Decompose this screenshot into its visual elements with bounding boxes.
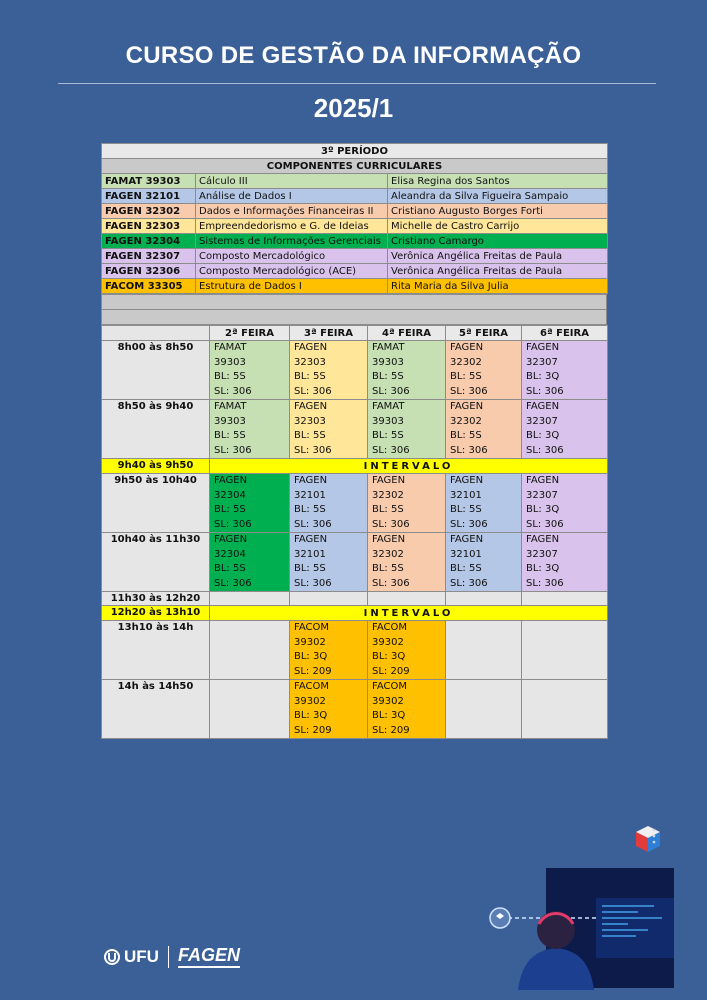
class-cell — [290, 621, 368, 680]
class-cell — [446, 474, 522, 533]
cube-icon — [636, 826, 660, 852]
class-cell — [290, 400, 368, 459]
class-cell-line: FAGEN — [450, 534, 484, 545]
class-cell-line: SL: 306 — [294, 577, 332, 589]
class-cell — [368, 400, 446, 459]
class-cell-line: 32101 — [294, 548, 326, 560]
class-cell-line: 32302 — [450, 415, 482, 427]
component-code: FAGEN 32303 — [102, 219, 196, 234]
spacer-table — [101, 294, 607, 325]
time-header — [102, 326, 210, 341]
class-cell-line: 32303 — [294, 356, 326, 368]
class-cell-line: BL: 5S — [450, 371, 482, 382]
class-cell — [368, 680, 446, 739]
empty-cell — [210, 680, 290, 739]
class-cell-line: BL: 5S — [372, 371, 404, 382]
component-code: FACOM 33305 — [102, 279, 196, 294]
class-cell — [368, 621, 446, 680]
component-row — [102, 279, 608, 294]
component-code: FAGEN 32306 — [102, 264, 196, 279]
class-cell — [368, 533, 446, 592]
class-cell-line: FAGEN — [526, 534, 560, 545]
semester-label: 2025/1 — [313, 93, 394, 123]
class-cell — [522, 474, 608, 533]
class-cell-line: BL: 5S — [294, 563, 326, 574]
empty-cell — [210, 621, 290, 680]
class-cell-line: FAGEN — [450, 342, 484, 353]
class-cell-line: BL: 5S — [214, 371, 246, 382]
class-cell-line: 39302 — [294, 636, 326, 648]
empty-slot-row — [102, 592, 608, 606]
class-cell-line: FAGEN — [372, 475, 406, 486]
class-cell — [290, 533, 368, 592]
component-name: Estrutura de Dados I — [196, 279, 388, 294]
class-cell-line: BL: 5S — [450, 563, 482, 574]
day-header: 4ª FEIRA — [368, 326, 446, 341]
component-name: Composto Mercadológico — [196, 249, 388, 264]
component-code: FAMAT 39303 — [102, 174, 196, 189]
time-slot-row — [102, 341, 608, 400]
class-cell-line: SL: 306 — [214, 385, 252, 397]
class-cell-line: FAGEN — [526, 342, 560, 353]
component-code: FAGEN 32304 — [102, 234, 196, 249]
interval-label: INTERVALO — [210, 606, 608, 621]
class-cell-line: BL: 5S — [372, 563, 404, 574]
title-divider — [58, 83, 656, 84]
class-cell — [290, 680, 368, 739]
time-slot-label: 11h30 às 12h20 — [102, 592, 210, 606]
class-cell-line: BL: 3Q — [526, 371, 560, 382]
footer-logos — [104, 945, 240, 968]
class-cell-line: FAGEN — [294, 342, 328, 353]
empty-cell — [446, 680, 522, 739]
time-slot-label: 9h50 às 10h40 — [102, 474, 210, 533]
class-cell-line: BL: 5S — [450, 504, 482, 515]
class-cell-line: BL: 5S — [214, 504, 246, 515]
class-cell-line: SL: 306 — [450, 577, 488, 589]
weekly-schedule-table — [101, 325, 608, 739]
empty-cell — [290, 592, 368, 606]
class-cell-line: 32101 — [294, 489, 326, 501]
class-cell-line: 39303 — [372, 356, 404, 368]
class-cell-line: 39302 — [294, 695, 326, 707]
class-cell-line: BL: 5S — [450, 430, 482, 441]
components-title: COMPONENTES CURRICULARES — [102, 159, 608, 174]
class-cell-line: SL: 306 — [526, 444, 564, 456]
class-cell — [522, 341, 608, 400]
time-slot-label: 8h50 às 9h40 — [102, 400, 210, 459]
component-code: FAGEN 32302 — [102, 204, 196, 219]
time-slot-row — [102, 400, 608, 459]
time-slot-label: 9h40 às 9h50 — [102, 459, 210, 474]
component-teacher: Verônica Angélica Freitas de Paula — [388, 249, 608, 264]
ufu-emblem-icon — [104, 949, 120, 965]
class-cell — [522, 533, 608, 592]
class-cell-line: 32302 — [372, 548, 404, 560]
class-cell-line: 39303 — [214, 356, 246, 368]
class-cell — [446, 341, 522, 400]
component-row — [102, 264, 608, 279]
class-cell-line: 32302 — [372, 489, 404, 501]
time-slot-label: 14h às 14h50 — [102, 680, 210, 739]
class-cell-line: SL: 306 — [372, 577, 410, 589]
logo-separator — [168, 946, 169, 968]
component-name: Dados e Informações Financeiras II — [196, 204, 388, 219]
class-cell-line: BL: 5S — [294, 371, 326, 382]
class-cell — [290, 341, 368, 400]
class-cell — [368, 474, 446, 533]
class-cell-line: FAMAT — [214, 401, 247, 412]
class-cell-line: SL: 209 — [372, 724, 410, 736]
class-cell-line: FAGEN — [214, 475, 248, 486]
class-cell — [210, 474, 290, 533]
empty-cell — [522, 680, 608, 739]
class-cell-line: FAGEN — [450, 475, 484, 486]
component-teacher: Rita Maria da Silva Julia — [388, 279, 608, 294]
class-cell-line: SL: 306 — [294, 385, 332, 397]
class-cell-line: 32101 — [450, 489, 482, 501]
component-row — [102, 234, 608, 249]
class-cell-line: FAMAT — [214, 342, 247, 353]
component-teacher: Cristiano Camargo — [388, 234, 608, 249]
class-cell-line: BL: 5S — [214, 430, 246, 441]
class-cell-line: BL: 3Q — [372, 651, 406, 662]
time-slot-row — [102, 621, 608, 680]
class-cell-line: FAGEN — [294, 401, 328, 412]
empty-cell — [368, 592, 446, 606]
class-cell-line: FAGEN — [526, 475, 560, 486]
empty-cell — [446, 592, 522, 606]
class-cell — [210, 400, 290, 459]
class-cell-line: SL: 306 — [294, 518, 332, 530]
class-cell-line: SL: 306 — [526, 385, 564, 397]
component-row — [102, 174, 608, 189]
class-cell-line: SL: 306 — [372, 444, 410, 456]
class-cell-line: SL: 306 — [450, 518, 488, 530]
class-cell-line: BL: 3Q — [526, 430, 560, 441]
class-cell-line: SL: 306 — [526, 518, 564, 530]
class-cell-line: FACOM — [372, 622, 407, 633]
class-cell-line: BL: 3Q — [526, 563, 560, 574]
component-teacher: Michelle de Castro Carrijo — [388, 219, 608, 234]
class-cell-line: SL: 306 — [450, 385, 488, 397]
fagen-logo-text: FAGEN — [178, 945, 240, 968]
class-cell-line: FAGEN — [372, 534, 406, 545]
class-cell-line: 32307 — [526, 489, 558, 501]
class-cell-line: FAMAT — [372, 342, 405, 353]
class-cell-line: 32307 — [526, 356, 558, 368]
class-cell-line: BL: 3Q — [372, 710, 406, 721]
class-cell-line: 32304 — [214, 489, 246, 501]
interval-row — [102, 606, 608, 621]
spacer-row — [102, 295, 607, 310]
class-cell-line: 39303 — [372, 415, 404, 427]
class-cell-line: 39303 — [214, 415, 246, 427]
empty-cell — [522, 621, 608, 680]
class-cell-line: SL: 306 — [214, 444, 252, 456]
class-cell-line: 32307 — [526, 415, 558, 427]
class-cell-line: 39302 — [372, 695, 404, 707]
time-slot-row — [102, 680, 608, 739]
class-cell-line: FAGEN — [294, 475, 328, 486]
class-cell-line: SL: 306 — [526, 577, 564, 589]
class-cell — [446, 533, 522, 592]
empty-cell — [210, 592, 290, 606]
ufu-logo-text: UFU — [124, 946, 159, 966]
component-name: Empreendedorismo e G. de Ideias — [196, 219, 388, 234]
class-cell-line: BL: 5S — [294, 430, 326, 441]
class-cell-line: SL: 209 — [294, 665, 332, 677]
time-slot-label: 10h40 às 11h30 — [102, 533, 210, 592]
class-cell-line: BL: 5S — [214, 563, 246, 574]
class-cell-line: BL: 3Q — [294, 651, 328, 662]
class-cell-line: BL: 3Q — [294, 710, 328, 721]
component-row — [102, 204, 608, 219]
interval-row — [102, 459, 608, 474]
time-slot-label: 12h20 às 13h10 — [102, 606, 210, 621]
class-cell-line: FAGEN — [294, 534, 328, 545]
components-table — [101, 143, 608, 294]
time-slot-label: 8h00 às 8h50 — [102, 341, 210, 400]
class-cell-line: 39302 — [372, 636, 404, 648]
class-cell — [290, 474, 368, 533]
interval-label: INTERVALO — [210, 459, 608, 474]
component-teacher: Aleandra da Silva Figueira Sampaio — [388, 189, 608, 204]
class-cell — [210, 341, 290, 400]
class-cell-line: BL: 5S — [372, 430, 404, 441]
schedule-sheet — [101, 143, 607, 739]
component-code: FAGEN 32307 — [102, 249, 196, 264]
class-cell-line: FACOM — [372, 681, 407, 692]
component-name: Sistemas de Informações Gerenciais — [196, 234, 388, 249]
day-header: 6ª FEIRA — [522, 326, 608, 341]
class-cell — [210, 533, 290, 592]
component-row — [102, 189, 608, 204]
class-cell-line: FAMAT — [372, 401, 405, 412]
component-teacher: Cristiano Augusto Borges Forti — [388, 204, 608, 219]
class-cell-line: SL: 306 — [450, 444, 488, 456]
class-cell-line: FAGEN — [450, 401, 484, 412]
class-cell-line: BL: 5S — [372, 504, 404, 515]
component-name: Cálculo III — [196, 174, 388, 189]
class-cell-line: FACOM — [294, 622, 329, 633]
page-title: CURSO DE GESTÃO DA INFORMAÇÃO — [125, 42, 582, 69]
class-cell-line: BL: 5S — [294, 504, 326, 515]
class-cell-line: SL: 306 — [372, 518, 410, 530]
spacer-row — [102, 310, 607, 325]
empty-cell — [522, 592, 608, 606]
class-cell-line: 32303 — [294, 415, 326, 427]
class-cell-line: FACOM — [294, 681, 329, 692]
class-cell — [446, 400, 522, 459]
empty-cell — [446, 621, 522, 680]
component-code: FAGEN 32101 — [102, 189, 196, 204]
time-slot-row — [102, 533, 608, 592]
class-cell-line: 32302 — [450, 356, 482, 368]
component-row — [102, 249, 608, 264]
class-cell — [522, 400, 608, 459]
class-cell-line: 32307 — [526, 548, 558, 560]
class-cell — [368, 341, 446, 400]
time-slot-label: 13h10 às 14h — [102, 621, 210, 680]
class-cell-line: SL: 209 — [294, 724, 332, 736]
day-header: 3ª FEIRA — [290, 326, 368, 341]
class-cell-line: SL: 306 — [372, 385, 410, 397]
class-cell-line: SL: 209 — [372, 665, 410, 677]
component-name: Composto Mercadológico (ACE) — [196, 264, 388, 279]
class-cell-line: 32101 — [450, 548, 482, 560]
time-slot-row — [102, 474, 608, 533]
class-cell-line: FAGEN — [214, 534, 248, 545]
period-label: 3º PERÍODO — [102, 144, 608, 159]
class-cell-line: BL: 3Q — [526, 504, 560, 515]
person-at-computer-illustration — [478, 820, 678, 990]
day-header: 2ª FEIRA — [210, 326, 290, 341]
class-cell-line: FAGEN — [526, 401, 560, 412]
component-teacher: Verônica Angélica Freitas de Paula — [388, 264, 608, 279]
component-row — [102, 219, 608, 234]
class-cell-line: 32304 — [214, 548, 246, 560]
component-name: Análise de Dados I — [196, 189, 388, 204]
day-header: 5ª FEIRA — [446, 326, 522, 341]
class-cell-line: SL: 306 — [214, 518, 252, 530]
class-cell-line: SL: 306 — [214, 577, 252, 589]
component-teacher: Elisa Regina dos Santos — [388, 174, 608, 189]
class-cell-line: SL: 306 — [294, 444, 332, 456]
